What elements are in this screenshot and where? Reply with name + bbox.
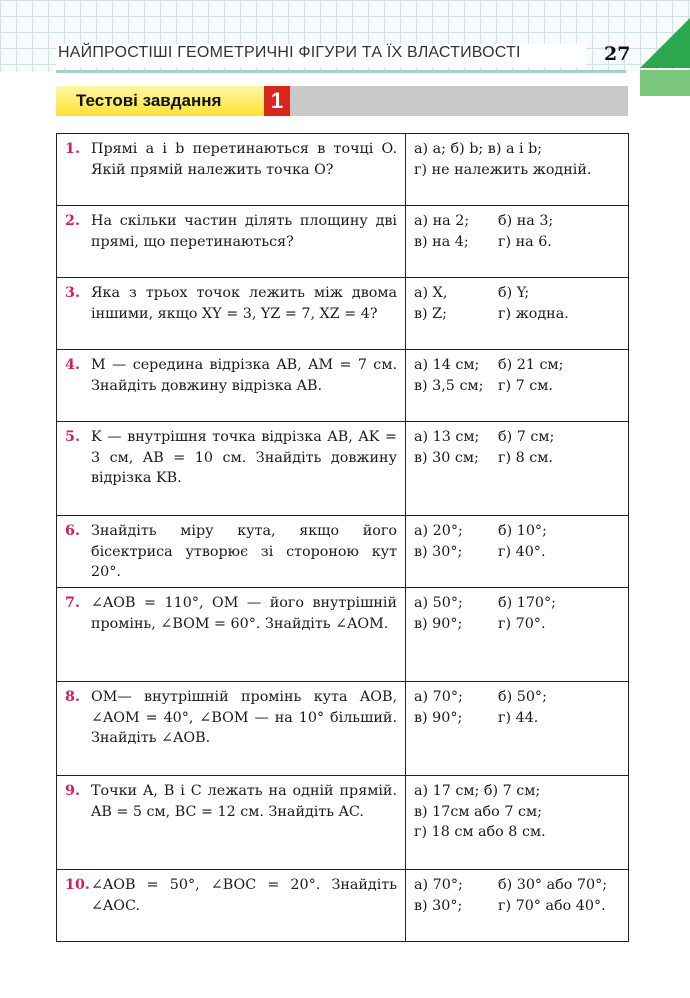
answer-option: в) 3,5 см; (414, 377, 484, 394)
answer-option: а) 13 см; (414, 429, 480, 445)
answer-line (414, 687, 620, 708)
answer-option: г) 70°. (498, 615, 546, 632)
answer-option: в) 90°; (414, 709, 463, 726)
answer-option: а) 20°; (414, 523, 463, 539)
answer-option: б) на 3; (498, 213, 554, 229)
task-row (57, 350, 629, 422)
task-answers-cell (406, 134, 629, 206)
answer-option: г) 7 см. (498, 377, 553, 394)
task-answers-cell (406, 350, 629, 422)
task-row (57, 682, 629, 776)
task-number: 9. (65, 783, 80, 799)
corner-tab-icon (640, 18, 690, 98)
task-answers-cell (406, 776, 629, 870)
answer-line (414, 448, 620, 469)
task-number: 8. (65, 689, 80, 705)
task-question-text: Прямі a і b перетинаються в точці O. Якій прямій належить точка O? (91, 141, 397, 178)
answer-option: г) 44. (498, 709, 539, 726)
answer-line (414, 139, 620, 160)
answer-line (414, 427, 620, 448)
answer-line (414, 822, 620, 843)
answer-option: б) 21 см; (498, 357, 564, 373)
answer-line (414, 283, 620, 304)
task-number: 3. (65, 285, 80, 301)
answer-option: б) 30° або 70°; (498, 877, 608, 893)
task-number: 5. (65, 429, 80, 445)
task-row (57, 134, 629, 206)
task-question-text: Яка з трьох точок лежить між двома іншими, якщо XY = 3, YZ = 7, XZ = 4? (91, 285, 397, 322)
task-question-text: K — внутрішня точка відрізка AB, AK = 3 см, AB = 10 см. Знайдіть довжину відрізка KB. (91, 429, 397, 486)
answer-line (414, 802, 620, 823)
task-question-cell (57, 134, 406, 206)
task-answers-cell (406, 206, 629, 278)
answer-option: г) не належить жодній. (414, 161, 592, 178)
answer-option: г) 70° або 40°. (498, 897, 606, 914)
answer-option: в) на 4; (414, 233, 469, 250)
task-row (57, 870, 629, 942)
task-answers-cell (406, 278, 629, 350)
task-row (57, 516, 629, 588)
answer-line (414, 875, 620, 896)
task-question-text: Знайдіть міру кута, якщо його бісектриса утворює зі стороною кут 20°. (91, 523, 397, 580)
answer-option: б) 7 см; (498, 429, 555, 445)
task-question-text: Точки A, B і C лежать на одній прямій. AB = 5 см, BC = 12 см. Знайдіть AC. (91, 783, 397, 820)
task-row (57, 206, 629, 278)
answer-option: а) 50°; (414, 595, 463, 611)
answer-option: г) жодна. (498, 305, 569, 322)
answer-option: г) 18 см або 8 см. (414, 824, 546, 840)
task-answers-cell (406, 422, 629, 516)
page-number: 27 (604, 43, 631, 65)
answer-line (414, 211, 620, 232)
task-question-text: OM— внутрішній промінь кута AOB, ∠AOM = 40°, ∠BOM — на 10° більший. Знайдіть ∠AOB. (91, 689, 397, 746)
answer-line (414, 521, 620, 542)
task-question-cell (57, 422, 406, 516)
answer-line (414, 708, 620, 729)
answer-option: б) 170°; (498, 595, 556, 611)
task-number: 4. (65, 357, 80, 373)
running-header-title: НАЙПРОСТІШІ ГЕОМЕТРИЧНІ ФІГУРИ ТА ЇХ ВЛАСТИВОСТІ (58, 44, 521, 61)
answer-option: в) Z; (414, 305, 447, 322)
task-question-text: ∠AOB = 50°, ∠BOC = 20°. Знайдіть ∠AOC. (91, 877, 397, 914)
task-question-text: M — середина відрізка AB, AM = 7 см. Знайдіть довжину відрізка AB. (91, 357, 397, 394)
task-number: 10. (65, 877, 90, 893)
answer-option: б) Y; (498, 285, 530, 301)
task-row (57, 278, 629, 350)
header-rule (56, 70, 626, 73)
task-question-cell (57, 588, 406, 682)
task-row (57, 776, 629, 870)
answer-option: в) 90°; (414, 615, 463, 632)
answer-line (414, 614, 620, 635)
task-row (57, 588, 629, 682)
task-number: 2. (65, 213, 80, 229)
task-question-cell (57, 682, 406, 776)
task-question-cell (57, 870, 406, 942)
answer-line (414, 160, 620, 181)
answer-line (414, 542, 620, 563)
answer-option: г) на 6. (498, 233, 552, 250)
answer-line (414, 896, 620, 917)
answer-option: а) a; б) b; в) a і b; (414, 141, 543, 157)
answer-option: б) 50°; (498, 689, 547, 705)
answer-option: в) 30 см; (414, 449, 479, 466)
task-number: 6. (65, 523, 80, 539)
answer-option: а) 14 см; (414, 357, 480, 373)
task-question-text: На скільки частин ділять площину дві прямі, що перетинаються? (91, 213, 397, 250)
answer-option: г) 40°. (498, 543, 546, 560)
task-number: 1. (65, 141, 80, 157)
answer-line (414, 232, 620, 253)
task-answers-cell (406, 682, 629, 776)
answer-line (414, 355, 620, 376)
task-answers-cell (406, 870, 629, 942)
answer-option: а) X, (414, 285, 448, 301)
answer-option: в) 30°; (414, 897, 463, 914)
task-number: 7. (65, 595, 80, 611)
answer-option: а) на 2; (414, 213, 470, 229)
task-question-cell (57, 516, 406, 588)
task-question-text: ∠AOB = 110°, OM — його внутрішній промінь, ∠BOM = 60°. Знайдіть ∠AOM. (91, 595, 397, 632)
answer-option: в) 17см або 7 см; (414, 803, 542, 820)
answer-option: г) 8 см. (498, 449, 553, 466)
task-question-cell (57, 350, 406, 422)
task-row (57, 422, 629, 516)
answer-option: в) 30°; (414, 543, 463, 560)
section-number-badge: 1 (264, 86, 290, 116)
answer-line (414, 304, 620, 325)
answer-line (414, 593, 620, 614)
answer-line (414, 376, 620, 397)
answer-option: а) 70°; (414, 877, 463, 893)
task-answers-cell (406, 516, 629, 588)
task-question-cell (57, 776, 406, 870)
answer-option: а) 17 см; б) 7 см; (414, 783, 541, 799)
answer-line (414, 781, 620, 802)
task-question-cell (57, 206, 406, 278)
answer-option: а) 70°; (414, 689, 463, 705)
task-answers-cell (406, 588, 629, 682)
task-question-cell (57, 278, 406, 350)
section-title: Тестові завдання (76, 91, 222, 110)
answer-option: б) 10°; (498, 523, 547, 539)
tasks-table (56, 133, 629, 942)
